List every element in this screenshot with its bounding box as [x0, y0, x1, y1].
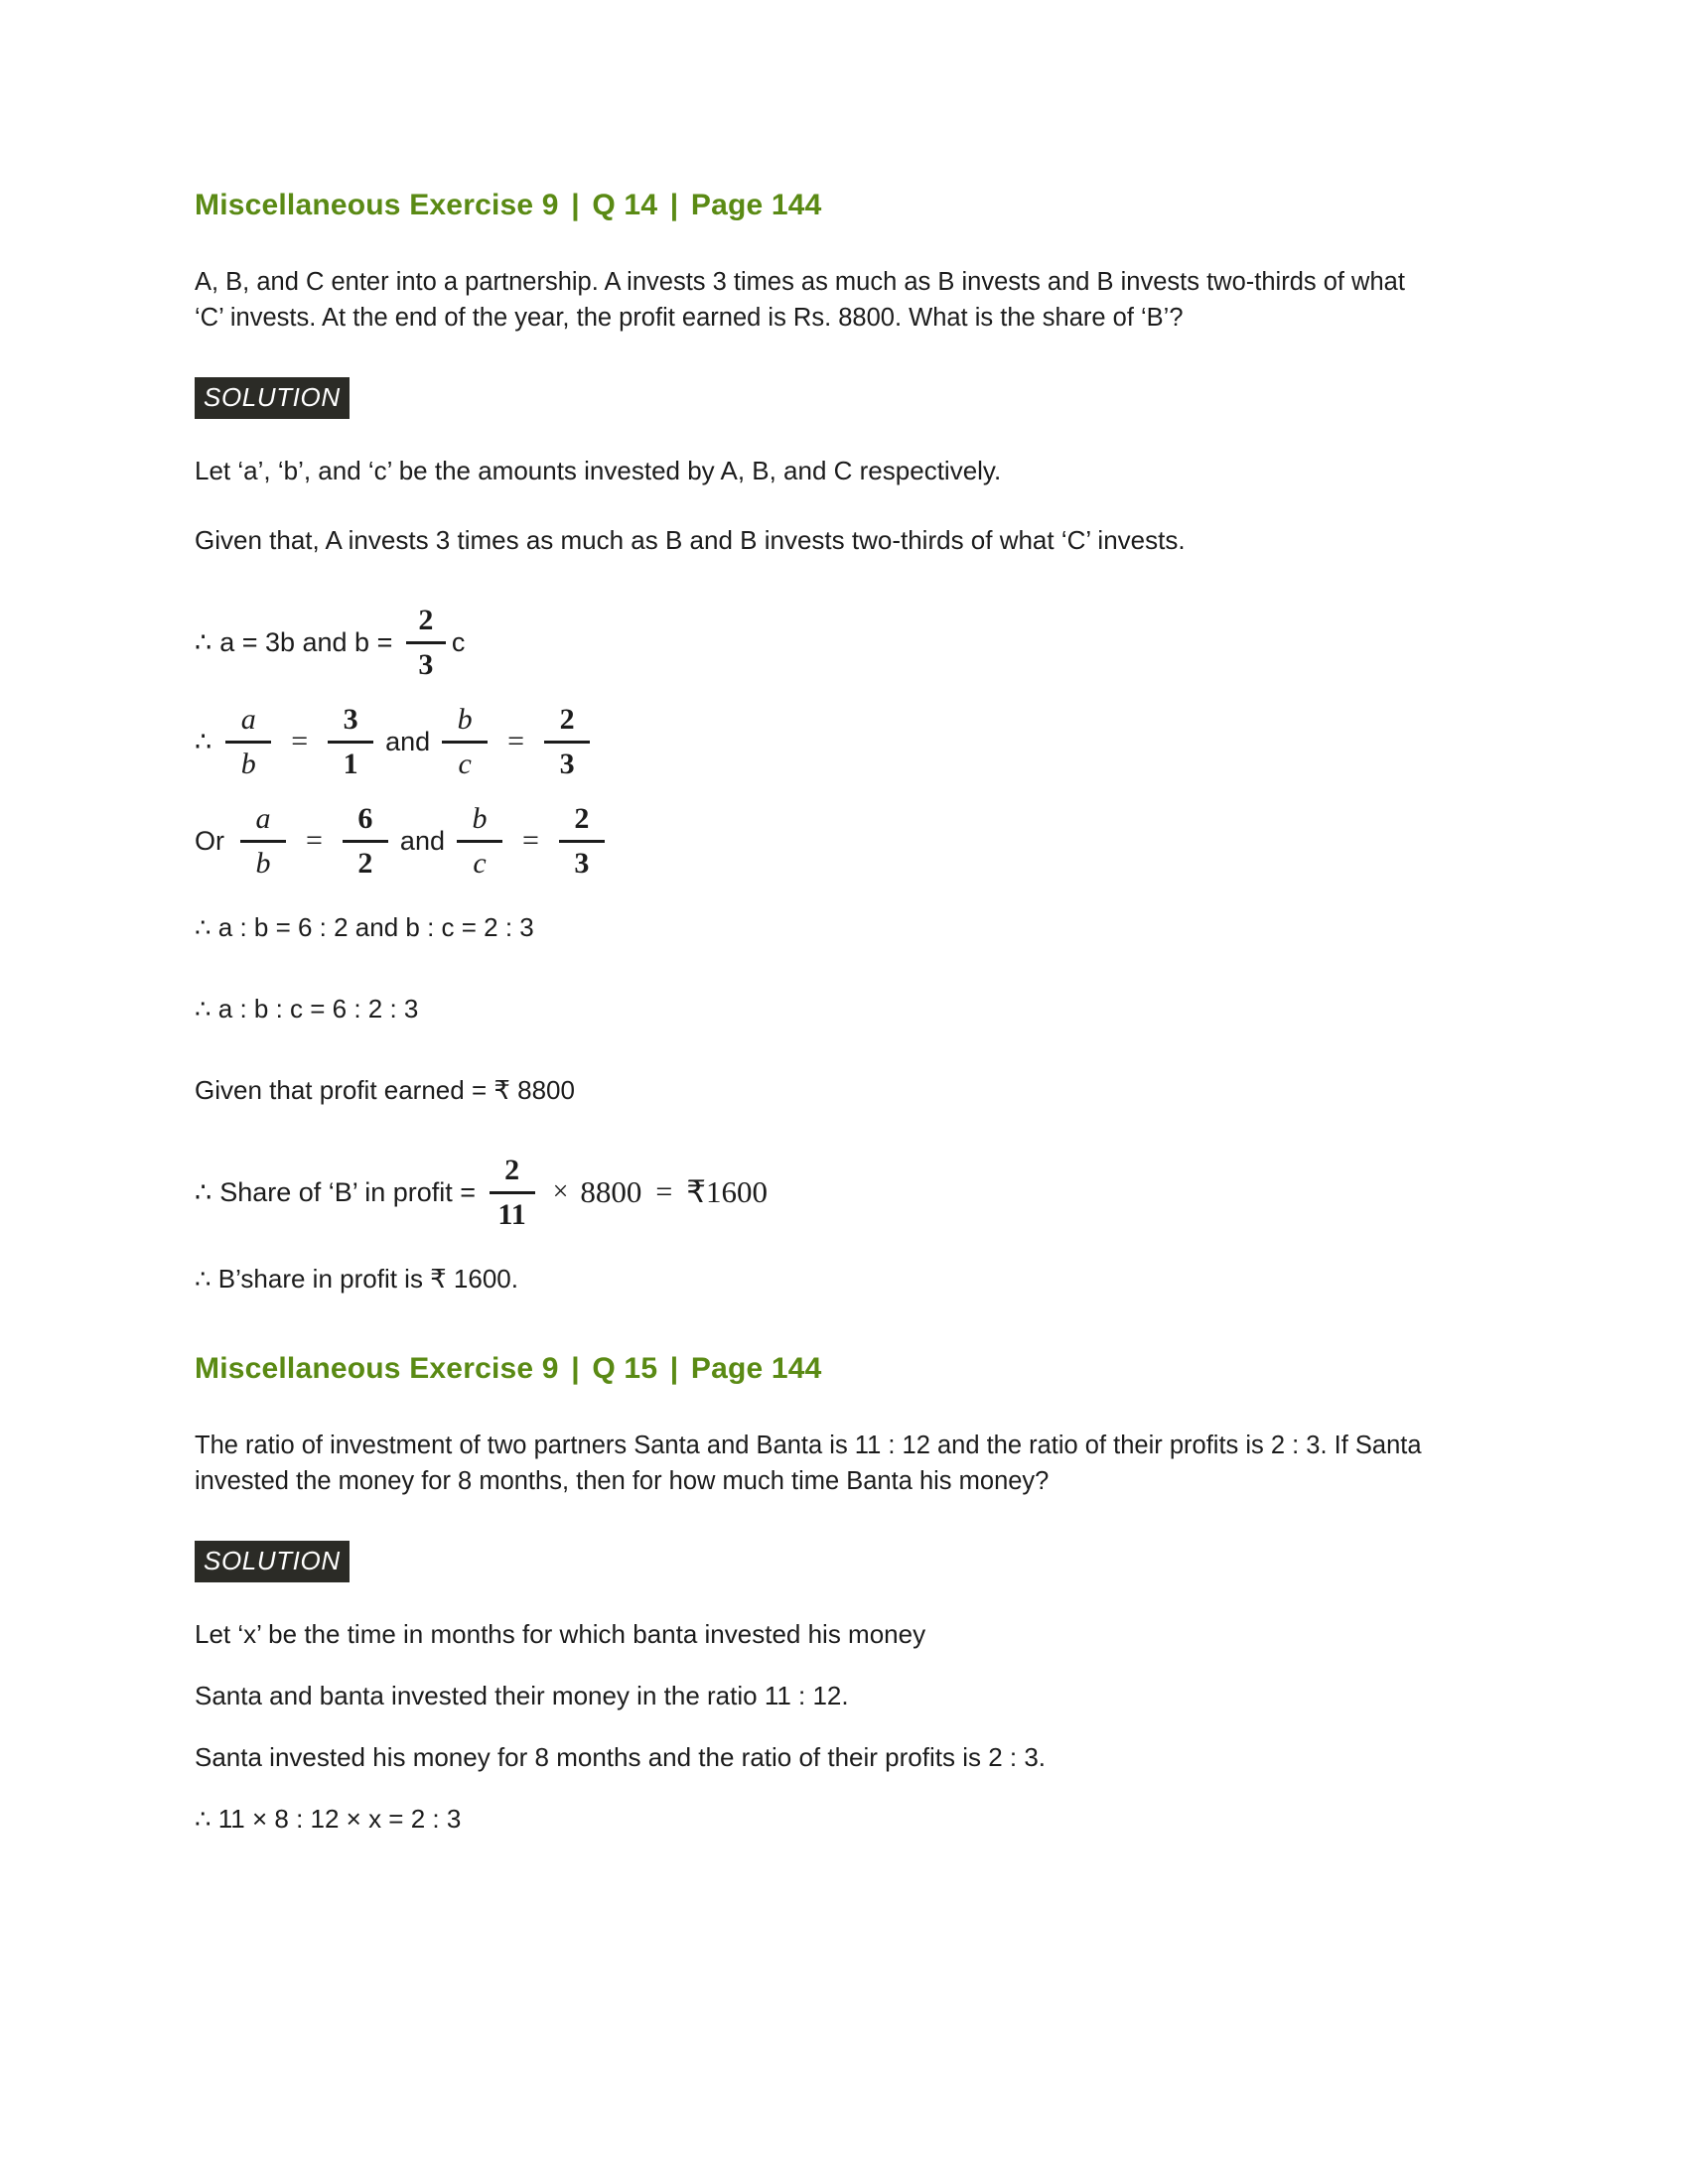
therefore-symbol: ∴: [195, 626, 212, 657]
solution-line-1: Let ‘a’, ‘b’, and ‘c’ be the amounts invested by A, B, and C respectively.: [195, 456, 1002, 485]
heading-page-number: Page 144: [690, 1352, 822, 1385]
fraction-b-over-c: [457, 802, 502, 880]
question-text-q14: A, B, and C enter into a partnership. A invests 3 times as much as B invests and B invests two-thirds of what ‘C’ invests. At the end of the year, the profit earned is Rs. 8800. What is the share of ‘B’?: [195, 268, 1405, 332]
fraction-numerator: b: [472, 802, 488, 835]
equation-1: [195, 604, 1505, 681]
fraction-b-over-c: [442, 703, 488, 780]
conjunction-and: and: [399, 825, 445, 856]
fraction-a-over-b: [225, 703, 271, 780]
equation-4: [195, 1154, 1505, 1231]
fraction-bar: [442, 741, 488, 744]
q15-solution-line-1: Let ‘x’ be the time in months for which banta invested his money: [195, 1619, 926, 1649]
fraction-denominator: 2: [357, 846, 373, 880]
equals-sign: =: [507, 725, 525, 757]
heading-separator: |: [661, 189, 687, 221]
fraction-numerator: 2: [559, 703, 575, 736]
fraction-two-over-three: [559, 802, 605, 880]
fraction-a-over-b: [240, 802, 286, 880]
q15-solution-line-4: ∴ 11 × 8 : 12 × x = 2 : 3: [195, 1804, 462, 1834]
question-text-q15: The ratio of investment of two partners Santa and Banta is 11 : 12 and the ratio of their profits is 2 : 3. If Santa invested the money for 8 months, then for how much time Banta his money?: [195, 1432, 1422, 1495]
fraction-denominator: 1: [343, 747, 358, 780]
equation-4-label: Share of ‘B’ in profit =: [219, 1176, 484, 1207]
equation-2: [195, 703, 1505, 780]
fraction-two-thirds: [406, 604, 446, 681]
therefore-symbol: ∴: [195, 1176, 212, 1207]
heading-separator: |: [562, 189, 589, 221]
equation-1-left: a = 3b and b =: [219, 626, 400, 657]
section-heading-q15: [195, 1352, 1505, 1386]
section-q14: [195, 189, 1505, 1297]
fraction-bar: [406, 641, 446, 644]
fraction-bar: [343, 840, 388, 843]
fraction-denominator: 3: [574, 846, 590, 880]
fraction-bar: [240, 840, 286, 843]
fraction-bar: [457, 840, 502, 843]
section-heading-q14: [195, 189, 1505, 222]
fraction-three-over-one: [328, 703, 373, 780]
fraction-two-over-three: [544, 703, 590, 780]
heading-separator: |: [562, 1352, 589, 1385]
fraction-numerator: 3: [343, 703, 358, 736]
solution-line-5: Given that profit earned = ₹ 8800: [195, 1075, 575, 1105]
fraction-bar: [328, 741, 373, 744]
equation-3-prefix: Or: [195, 825, 224, 856]
fraction-numerator: 2: [418, 604, 434, 636]
fraction-numerator: a: [255, 802, 271, 835]
conjunction-and: and: [385, 726, 431, 756]
q15-solution-line-3: Santa invested his money for 8 months and the ratio of their profits is 2 : 3.: [195, 1742, 1047, 1772]
fraction-bar: [225, 741, 271, 744]
equals-sign: =: [521, 824, 539, 857]
equals-sign: =: [291, 725, 309, 757]
fraction-numerator: b: [457, 703, 473, 736]
therefore-symbol: ∴: [195, 726, 212, 756]
q15-solution-line-2: Santa and banta invested their money in the ratio 11 : 12.: [195, 1681, 849, 1710]
heading-exercise: Miscellaneous Exercise 9: [195, 1352, 559, 1385]
heading-question-number: Q 14: [592, 189, 658, 221]
heading-question-number: Q 15: [592, 1352, 658, 1385]
fraction-denominator: 11: [497, 1197, 526, 1231]
fraction-numerator: a: [240, 703, 256, 736]
fraction-bar: [490, 1191, 535, 1194]
page-content: [195, 189, 1505, 1870]
equation-4-value: 8800: [580, 1174, 642, 1209]
fraction-denominator: b: [240, 747, 256, 780]
solution-line-3: ∴ a : b = 6 : 2 and b : c = 2 : 3: [195, 912, 534, 942]
heading-exercise: Miscellaneous Exercise 9: [195, 189, 559, 221]
equals-sign: =: [655, 1175, 673, 1208]
section-q15: [195, 1352, 1505, 1837]
fraction-denominator: c: [458, 747, 472, 780]
fraction-six-over-two: [343, 802, 388, 880]
fraction-two-over-eleven: [490, 1154, 535, 1231]
fraction-denominator: c: [473, 846, 487, 880]
solution-line-4: ∴ a : b : c = 6 : 2 : 3: [195, 994, 419, 1024]
equals-sign: =: [306, 824, 323, 857]
fraction-numerator: 6: [357, 802, 373, 835]
fraction-denominator: b: [255, 846, 271, 880]
fraction-denominator: 3: [559, 747, 575, 780]
solution-badge-q15: SOLUTION: [195, 1541, 350, 1582]
equation-3: [195, 802, 1505, 880]
equation-1-tail: c: [451, 626, 466, 657]
fraction-numerator: 2: [504, 1154, 520, 1186]
heading-page-number: Page 144: [690, 189, 822, 221]
solution-badge-q14: SOLUTION: [195, 377, 350, 419]
solution-line-2: Given that, A invests 3 times as much as B and B invests two-thirds of what ‘C’ invests.: [195, 525, 1186, 555]
fraction-bar: [544, 741, 590, 744]
equation-4-result: ₹1600: [686, 1174, 769, 1209]
fraction-denominator: 3: [418, 647, 434, 681]
fraction-numerator: 2: [574, 802, 590, 835]
heading-separator: |: [661, 1352, 687, 1385]
multiplication-sign: ×: [552, 1176, 569, 1207]
solution-line-6: ∴ B’share in profit is ₹ 1600.: [195, 1264, 518, 1294]
fraction-bar: [559, 840, 605, 843]
